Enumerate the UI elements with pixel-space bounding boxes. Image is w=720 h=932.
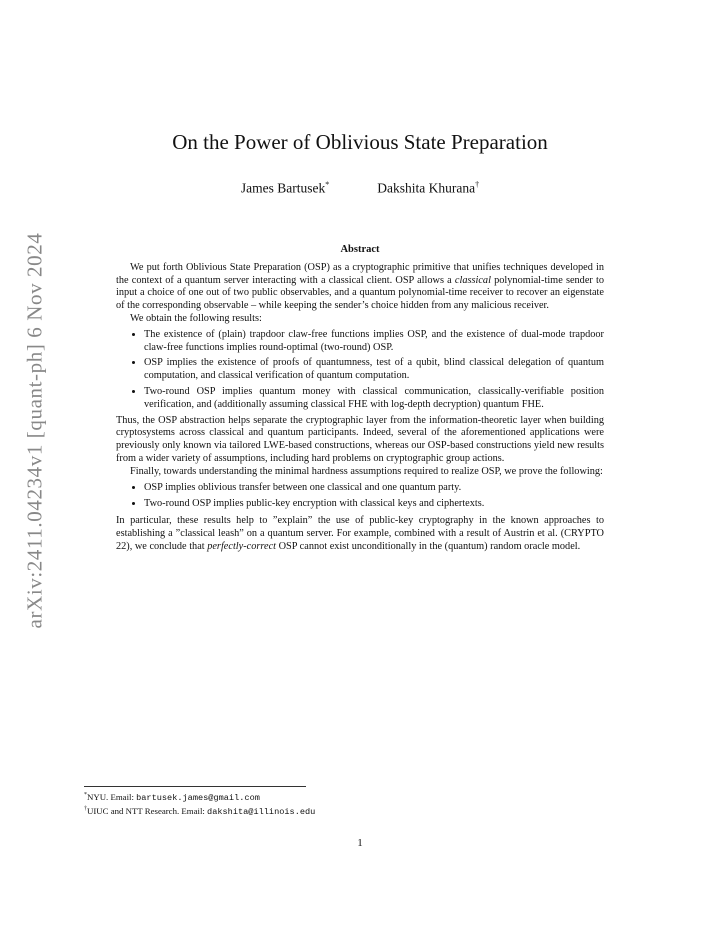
page-number: 1 bbox=[357, 837, 363, 849]
list-item: • Two-round OSP implies public-key encryption with classical keys and ciphertexts. bbox=[144, 498, 604, 511]
author-mark: † bbox=[475, 180, 480, 189]
author: James Bartusek* bbox=[240, 180, 330, 196]
abstract-heading: Abstract bbox=[340, 244, 380, 255]
paper-title: On the Power of Oblivious State Preparation bbox=[172, 130, 548, 154]
list-item: • The existence of (plain) trapdoor claw-free functions implies OSP, and the existence of dual-mode trapdoor claw-free functions implies round-optimal (two-round) OSP. bbox=[144, 329, 604, 355]
footnote: *NYU. Email: bartusek.james@gmail.com bbox=[84, 791, 260, 803]
list-item: • OSP implies oblivious transfer between one classical and one quantum party. bbox=[144, 482, 604, 495]
email-address: dakshita@illinois.edu bbox=[207, 807, 316, 818]
results-list bbox=[116, 329, 604, 412]
arxiv-stamp bbox=[18, 215, 52, 645]
list-item: • Two-round OSP implies quantum money with classical communication, classically-verifiable position verification, and (additionally assuming classical FHE with log-depth decryption) quantum FHE. bbox=[144, 386, 604, 412]
list-item: • OSP implies the existence of proofs of quantumness, test of a qubit, blind classical delegation of quantum computation, and classical verification of quantum computation. bbox=[144, 357, 604, 383]
abstract-paragraph: We put forth Oblivious State Preparation (OSP) as a cryptographic primitive that unifies techniques developed in the context of a quantum server interacting with a classical client. OSP allows a classical polynomial-time sender to input a choice of one out of two public observables, and a quantum polynomial-time receiver to recover an eigenstate of the corresponding observable – while keeping the sender’s choice hidden from any malicious receiver. bbox=[116, 261, 605, 312]
arxiv-id: arXiv:2411.04234v1 [quant-ph] 6 Nov 2024 bbox=[22, 232, 47, 628]
abstract-paragraph: We obtain the following results: bbox=[130, 312, 262, 324]
footnote: †UIUC and NTT Research. Email: dakshita@illinois.edu bbox=[84, 806, 316, 818]
author-list bbox=[0, 180, 720, 197]
author-mark: * bbox=[325, 180, 330, 189]
abstract-paragraph: Thus, the OSP abstraction helps separate the cryptographic layer from the information-theoretic layer when building cryptosystems across classical and quantum participants. Indeed, several of the aforementioned applications were previously only known via tailored LWE-based constructions, whereas our OSP-based constructions yield new results from a wider variety of assumptions, including hard problems on cryptographic group actions. bbox=[116, 414, 604, 464]
abstract bbox=[116, 244, 604, 554]
footnotes bbox=[84, 790, 315, 819]
author: Dakshita Khurana† bbox=[377, 180, 480, 196]
email-address: bartusek.james@gmail.com bbox=[136, 792, 260, 803]
proofs-list bbox=[116, 482, 604, 512]
abstract-paragraph: In particular, these results help to ”explain” the use of public-key cryptography in the known approaches to establishing a ”classical leash” on a quantum server. For example, combined with a result of Austrin et al. (CRYPTO 22), we conclude that perfectly-correct OSP cannot exist unconditionally in the (quantum) random oracle model. bbox=[116, 515, 604, 552]
abstract-paragraph: Finally, towards understanding the minimal hardness assumptions required to realize OSP, we prove the following: bbox=[130, 465, 603, 477]
footnote-divider bbox=[84, 786, 306, 787]
